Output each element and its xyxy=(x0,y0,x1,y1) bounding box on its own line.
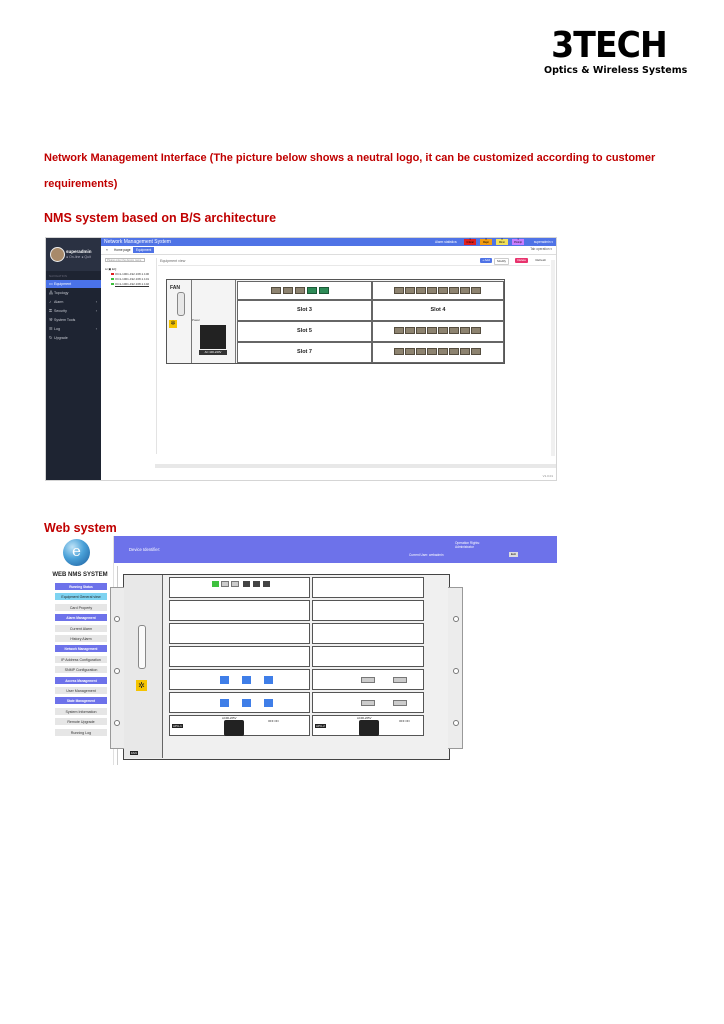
web-psu-slot[interactable] xyxy=(312,715,424,736)
alarm-critical-badge[interactable] xyxy=(464,239,476,245)
sidebar-item-log[interactable] xyxy=(46,325,101,333)
equipment-view xyxy=(158,257,550,453)
sfp-port xyxy=(416,287,426,294)
horizontal-scrollbar[interactable] xyxy=(155,464,556,468)
sfp-port xyxy=(460,327,470,334)
monitor-icon: ▭ xyxy=(49,281,53,286)
mount-hole xyxy=(453,668,459,674)
sfp-port xyxy=(449,327,459,334)
fan-module[interactable] xyxy=(167,280,192,363)
sidebar-item-alarm[interactable] xyxy=(46,298,101,306)
bell-icon: ♪ xyxy=(49,299,51,304)
sidebar-item-equipment[interactable] xyxy=(46,280,101,288)
web-card-slot[interactable] xyxy=(169,692,310,713)
alarm-label: Major xyxy=(483,240,489,244)
web-screenshot xyxy=(45,536,557,765)
tab-equipment[interactable]: Equipment xyxy=(133,247,154,253)
menu-item[interactable]: Card Property xyxy=(55,603,107,611)
web-card-slot[interactable] xyxy=(312,669,424,690)
sfp-port xyxy=(212,581,219,587)
web-card-slot[interactable] xyxy=(312,692,424,713)
sfp-port xyxy=(307,287,317,294)
sfp-port xyxy=(263,581,270,587)
sidebar-item-security[interactable] xyxy=(46,307,101,315)
optical-port xyxy=(393,677,407,683)
device-tree xyxy=(103,258,157,454)
menu-item[interactable]: IP Address Configuration xyxy=(55,655,107,663)
menu-item[interactable]: Remote Upgrade xyxy=(55,717,107,725)
sfp-port xyxy=(416,327,426,334)
topology-icon: ⁂ xyxy=(49,290,53,295)
rack-ear-left xyxy=(110,587,125,749)
sfp-port xyxy=(471,287,481,294)
equipment-view-header xyxy=(158,257,550,266)
sfp-port xyxy=(295,287,305,294)
port-chip xyxy=(220,699,229,707)
chevron-right-icon: › xyxy=(95,327,97,331)
menu-section-header: Access Management xyxy=(55,676,107,684)
nms-tabs xyxy=(101,246,556,255)
menu-section-header: Running Status xyxy=(55,582,107,590)
sfp-port xyxy=(283,287,293,294)
sfp-port xyxy=(405,327,415,334)
app-title: Network Management System xyxy=(104,239,171,245)
sfp-port xyxy=(438,287,448,294)
fan-controller-module[interactable] xyxy=(124,575,163,758)
psu-rating: AC90-265V xyxy=(357,716,372,720)
vertical-scrollbar[interactable] xyxy=(551,260,555,456)
sidebar-item-system-tools[interactable] xyxy=(46,316,101,324)
port-chip xyxy=(264,699,273,707)
nms-user-status[interactable]: ● On-line ● Quit xyxy=(66,255,91,259)
tree-item-label: OC1-1001-192.168.1.102 xyxy=(115,282,150,286)
web-logo-icon: e xyxy=(63,539,90,566)
sfp-port xyxy=(253,581,260,587)
alarm-label: Minor xyxy=(499,240,505,244)
slot-label: Slot 4 xyxy=(430,307,446,313)
card-slot-7[interactable] xyxy=(237,342,372,363)
sidebar-item-label: Equipment xyxy=(54,282,72,286)
rights-value: Administrator xyxy=(455,545,474,549)
delete-button[interactable]: Delete xyxy=(517,258,526,262)
slot-label: Slot 7 xyxy=(297,349,312,355)
chevron-right-icon: › xyxy=(95,300,97,304)
power-rating: AC 100-240V xyxy=(199,350,227,355)
version-footer: V1.0.01 xyxy=(542,474,553,478)
sidebar-item-label: Topology xyxy=(54,291,69,295)
mount-hole xyxy=(453,720,459,726)
sfp-port xyxy=(438,348,448,355)
brand-logo-name: 3TECH xyxy=(551,25,667,66)
device-status-icon xyxy=(111,283,114,286)
slot-label: Slot 5 xyxy=(297,328,312,334)
sfp-port xyxy=(427,287,437,294)
mount-hole xyxy=(114,668,120,674)
menu-item[interactable]: History Alarm xyxy=(55,634,107,642)
nms-nav-header: NAVIGATION xyxy=(49,274,68,278)
menu-item[interactable]: Current Alarm xyxy=(55,624,107,632)
card-slot-3[interactable] xyxy=(237,300,372,321)
key-icon: ⚿ xyxy=(49,308,53,313)
sfp-port xyxy=(471,327,481,334)
power-socket-icon xyxy=(359,720,379,736)
tools-icon: ⚒ xyxy=(49,317,53,322)
sfp-port xyxy=(460,348,470,355)
fan-handle xyxy=(177,292,185,316)
card-slot-1[interactable] xyxy=(237,281,372,300)
sidebar-item-upgrade[interactable] xyxy=(46,334,101,342)
card-slot-8[interactable] xyxy=(372,342,504,363)
sidebar-item-label: Log xyxy=(54,327,60,331)
chevron-right-icon: › xyxy=(95,309,97,313)
web-title: WEB NMS SYSTEM xyxy=(52,572,108,578)
menu-section-header: State Management xyxy=(55,696,107,704)
rights-label: Operation Rights: xyxy=(455,541,480,545)
tab-home-page[interactable]: Home page xyxy=(114,248,131,252)
brand-logo xyxy=(544,25,688,76)
alarm-minor-badge[interactable] xyxy=(496,239,508,245)
menu-item[interactable]: SNMP Configuration xyxy=(55,665,107,673)
log-icon: ☰ xyxy=(49,326,53,331)
card-slot-4[interactable] xyxy=(372,300,504,321)
tree-root[interactable]: ⊟ ▣ EQ xyxy=(105,267,117,271)
sidebar-item-label: Upgrade xyxy=(54,336,68,340)
slot-label: Slot 3 xyxy=(297,307,312,313)
web-card-slot[interactable] xyxy=(312,646,424,667)
power-socket-icon xyxy=(200,325,226,349)
web-card-slot[interactable] xyxy=(169,577,310,598)
brand-logo-tagline: Optics & Wireless Systems xyxy=(544,65,688,76)
add-button[interactable]: + Add xyxy=(482,258,490,262)
sfp-port xyxy=(449,348,459,355)
web-psu-slot[interactable] xyxy=(169,715,310,736)
sidebar-item-label: System Tools xyxy=(54,318,76,322)
nms-sidebar xyxy=(46,238,101,480)
sfp-port xyxy=(416,348,426,355)
refresh-icon: ↻ xyxy=(49,335,53,340)
web-card-slot[interactable] xyxy=(312,577,424,598)
alarm-count: 1 xyxy=(469,238,471,241)
alarm-count: 1 xyxy=(517,238,519,241)
rack-view xyxy=(123,574,450,760)
tab-back-icon[interactable]: « xyxy=(106,248,108,252)
sfp-port xyxy=(427,327,437,334)
port-chip xyxy=(242,676,251,684)
psu-rating: AC90-265V xyxy=(222,716,237,720)
alarm-label: Prompt xyxy=(514,240,522,244)
tree-item[interactable] xyxy=(111,277,149,281)
tree-item[interactable] xyxy=(111,282,149,286)
modify-button[interactable]: Modify xyxy=(494,258,509,265)
port-chip xyxy=(220,676,229,684)
menu-section-header: Alarm Management xyxy=(55,613,107,621)
current-user: Current User: webadmin xyxy=(409,553,444,557)
sidebar-item-label: Alarm xyxy=(54,300,64,304)
nms-heading: NMS system based on B/S architecture xyxy=(44,211,277,225)
fan-icon: ✲ xyxy=(170,321,176,327)
sidebar-item-label: Security xyxy=(54,309,67,313)
alarm-label: Critical xyxy=(466,240,474,244)
mount-hole xyxy=(453,616,459,622)
port-chip xyxy=(242,699,251,707)
nms-user-name: superadmin xyxy=(66,249,92,254)
web-card-slot[interactable] xyxy=(169,600,310,621)
rack-ear-right xyxy=(448,587,463,749)
operation-rights xyxy=(455,541,480,549)
power-label: Power xyxy=(192,318,200,322)
device-identifier-label: Device Identifier: xyxy=(129,547,161,552)
web-card-slot[interactable] xyxy=(312,600,424,621)
web-card-slot[interactable] xyxy=(169,623,310,644)
sfp-port xyxy=(438,327,448,334)
refresh-button[interactable]: Refresh xyxy=(535,258,546,262)
sfp-port xyxy=(471,348,481,355)
nms-screenshot xyxy=(45,237,557,481)
web-header-band xyxy=(45,536,557,563)
device-status-icon xyxy=(111,273,114,276)
sfp-port xyxy=(449,287,459,294)
sidebar-item-topology[interactable] xyxy=(46,289,101,297)
psu-switch-label: OFF ON xyxy=(268,719,279,723)
sfp-port xyxy=(243,581,250,587)
optical-port xyxy=(361,677,375,683)
sfp-port xyxy=(460,287,470,294)
menu-section-header: Network Management xyxy=(55,644,107,652)
alarm-major-badge[interactable] xyxy=(480,239,492,245)
web-card-slot[interactable] xyxy=(312,623,424,644)
sfp-port xyxy=(427,348,437,355)
mount-hole xyxy=(114,720,120,726)
alarm-count: 0 xyxy=(501,238,503,241)
tree-item[interactable] xyxy=(111,272,149,276)
sfp-port xyxy=(394,327,404,334)
card-slot-2[interactable] xyxy=(372,281,504,300)
sfp-port xyxy=(221,581,229,587)
sfp-port xyxy=(231,581,239,587)
alarm-stats-label: Alarm statistics: xyxy=(435,240,458,244)
tree-root-label: EQ xyxy=(112,267,117,271)
power-socket-icon xyxy=(224,720,244,736)
mount-hole xyxy=(114,616,120,622)
avatar xyxy=(50,247,65,262)
sfp-port xyxy=(405,287,415,294)
menu-item[interactable]: Running Log xyxy=(55,728,107,736)
menu-item[interactable]: System Information xyxy=(55,707,107,715)
fan-tag: FAN xyxy=(131,751,137,755)
fan-label: FAN xyxy=(170,285,180,291)
web-heading: Web system xyxy=(44,521,117,535)
sfp-port xyxy=(319,287,329,294)
psu-switch-label: OFF ON xyxy=(399,719,410,723)
sfp-port xyxy=(271,287,281,294)
nms-user-panel xyxy=(46,238,101,271)
power-module[interactable] xyxy=(191,280,236,363)
psu-tag: APU-1 xyxy=(173,724,182,728)
fan-icon: ✲ xyxy=(136,680,147,691)
sfp-port xyxy=(405,348,415,355)
exit-button[interactable]: Exit xyxy=(511,552,517,556)
web-card-slot[interactable] xyxy=(169,669,310,690)
optical-port xyxy=(393,700,407,706)
menu-item[interactable]: User Management xyxy=(55,686,107,694)
nms-topbar xyxy=(101,238,556,246)
tree-item-label: OC1-1001-192.168.1.100 xyxy=(115,272,150,276)
alarm-count: 0 xyxy=(485,238,487,241)
sfp-port xyxy=(394,348,404,355)
card-slot-6[interactable] xyxy=(372,321,504,342)
device-status-icon xyxy=(111,278,114,281)
web-sidebar xyxy=(45,536,114,765)
psu-tag: APU-2 xyxy=(316,724,325,728)
optical-port xyxy=(361,700,375,706)
alarm-prompt-badge[interactable] xyxy=(512,239,524,245)
sfp-port xyxy=(394,287,404,294)
tab-operation-menu[interactable]: Tab operation ▾ xyxy=(530,247,552,251)
tree-item-label: OC1-1001-192.168.1.101 xyxy=(115,277,150,281)
chassis-view xyxy=(166,279,505,364)
intro-heading: Network Management Interface (The picture below shows a neutral logo, it can be customized according to customer requirements) xyxy=(44,152,656,190)
card-slot-5[interactable] xyxy=(237,321,372,342)
web-card-slot[interactable] xyxy=(169,646,310,667)
device-search-input[interactable]: Please enter the device name xyxy=(105,258,145,262)
module-handle xyxy=(138,625,146,669)
admin-menu[interactable]: superadmin ▾ xyxy=(533,240,553,244)
port-chip xyxy=(264,676,273,684)
equipment-view-label: Equipment view xyxy=(160,259,186,263)
menu-item[interactable]: Equipment General view xyxy=(55,592,107,600)
